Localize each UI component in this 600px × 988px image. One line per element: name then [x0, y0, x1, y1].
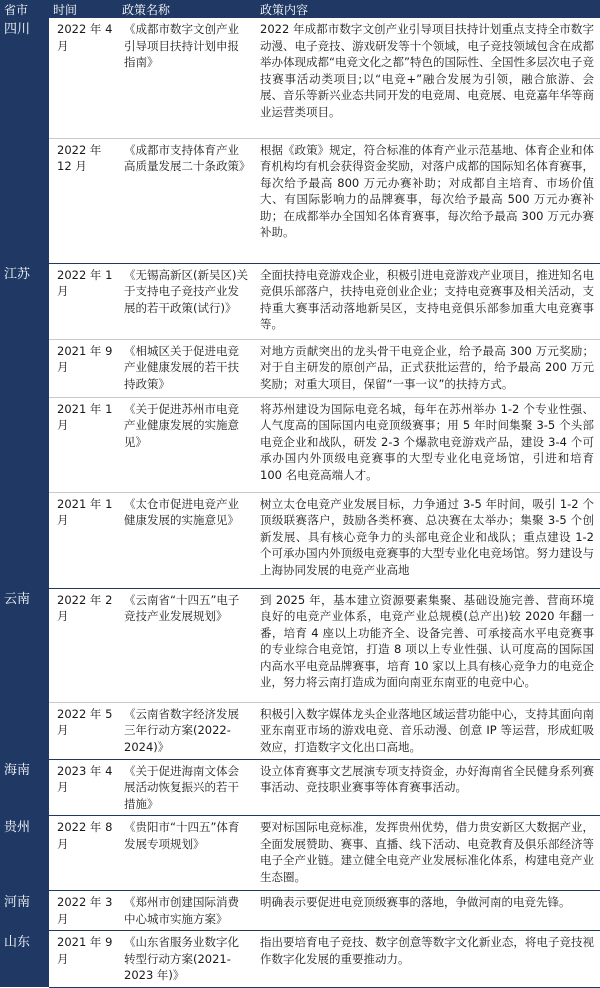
- time-cell: 2021 年 1 月: [49, 492, 118, 588]
- policy-name-cell: 《太仓市促进电竞产业健康发展的实施意见》: [118, 492, 256, 588]
- province-cell: 江苏: [0, 263, 49, 588]
- province-cell: 山东: [0, 931, 49, 988]
- table-row: [0, 492, 600, 588]
- policy-name-cell: 《郑州市创建国际消费中心城市实施方案》: [118, 891, 256, 931]
- header-policy-content: 政策内容: [256, 0, 600, 18]
- time-cell: 2022 年 5 月: [49, 702, 118, 759]
- policy-name-cell: 《成都市支持体育产业高质量发展二十条政策》: [118, 138, 256, 263]
- policy-content-cell: 指出要培育电子竞技、数字创意等数字文化新业态，将电子竞技视作数字化发展的重要推动力。: [256, 931, 600, 988]
- policy-name-cell: 《云南省数字经济发展三年行动方案(2022-2024)》: [118, 702, 256, 759]
- policy-name-cell: 《相城区关于促进电竞产业健康发展的若干扶持政策》: [118, 339, 256, 397]
- time-cell: 2022 年 8 月: [49, 816, 118, 891]
- policy-content-cell: 要对标国际电竞标准，发挥贵州优势，借力贵安新区大数据产业，全面发展赞助、赛事、直播、线下活动、电竞教育及俱乐部经济等电子全产业链。建立健全电竞产业发展标准化体系，构建电竞产业生态圈。: [256, 816, 600, 891]
- policy-content-cell: 对地方贡献突出的龙头骨干电竞企业，给予最高 300 万元奖励；对于自主研发的原创产品，正式获批运营的，给予最高 200 万元奖励；对重大项目，保留“一事一议”的扶持方式。: [256, 339, 600, 397]
- table-row: [0, 138, 600, 263]
- province-cell: 贵州: [0, 816, 49, 891]
- province-cell: 四川: [0, 18, 49, 263]
- table-row: [0, 816, 600, 891]
- header-time: 时间: [49, 0, 118, 18]
- header-province: 省市: [0, 0, 49, 18]
- table-row: [0, 931, 600, 988]
- header-policy-name: 政策名称: [118, 0, 256, 18]
- time-cell: 2023 年 4 月: [49, 759, 118, 816]
- province-cell: 河南: [0, 891, 49, 931]
- table-row: [0, 397, 600, 492]
- header-row: [0, 0, 600, 18]
- policy-name-cell: 《无锡高新区(新吴区)关于支持电子竞技产业发展的若干政策(试行)》: [118, 263, 256, 339]
- time-cell: 2021 年 1 月: [49, 397, 118, 492]
- province-cell: 云南: [0, 588, 49, 759]
- time-cell: 2021 年 9 月: [49, 931, 118, 988]
- time-cell: 2022 年 4 月: [49, 18, 118, 138]
- policy-content-cell: 全面扶持电竞游戏企业，积极引进电竞游戏产业项目，推进知名电竞俱乐部落户，扶持电竞创业企业；支持电竞赛事及相关活动，支持重大赛事活动落地新吴区，支持电竞俱乐部参加重大电竞赛事等。: [256, 263, 600, 339]
- policy-content-cell: 到 2025 年，基本建立资源要素集聚、基础设施完善、营商环境良好的电竞产业体系，电竞产业总规模(总产出)较 2020 年翻一番，培育 4 座以上功能齐全、设备完善、可承接高水平电竞赛事的专业综合电竞馆，打造 8 项以上专业性强、认可度高的国际国内高水平电竞品牌赛事，培育 10 家以上具有核心竞争力的电竞企业，努力将云南打造成为面向南亚东南亚的电竞中心。: [256, 588, 600, 702]
- province-cell: 海南: [0, 759, 49, 816]
- table-row: [0, 759, 600, 816]
- policy-content-cell: 树立太仓电竞产业发展目标，力争通过 3-5 年时间，吸引 1-2 个顶级联赛落户，鼓励各类杯赛、总决赛在太举办；集聚 3-5 个创新发展、具有核心竞争力的头部电竞企业和战队；重点建设 1-2 个可承办国内外顶级电竞赛事的大型专业化电竞场馆。努力建设与上海协同发展的电竞产业高地: [256, 492, 600, 588]
- table-row: [0, 891, 600, 931]
- table-row: [0, 263, 600, 339]
- time-cell: 2022 年 12 月: [49, 138, 118, 263]
- policy-name-cell: 《成都市数字文创产业引导项目扶持计划申报指南》: [118, 18, 256, 138]
- policy-content-cell: 根据《政策》规定，符合标准的体育产业示范基地、体育企业和体育机构均有机会获得资金奖励，对落户成都的国际知名体育赛事，每次给予最高 800 万元办赛补助；对成都自主培育、市场价值大、有国际影响力的品牌赛事，每次给予最高 500 万元办赛补助；在成都举办全国知名体育赛事，每次给予最高 300 万元办赛补助。: [256, 138, 600, 263]
- table-row: [0, 588, 600, 702]
- policy-name-cell: 《山东省服务业数字化转型行动方案(2021-2023 年)》: [118, 931, 256, 988]
- policy-name-cell: 《关于促进海南文体会展活动恢复振兴的若干措施》: [118, 759, 256, 816]
- policy-name-cell: 《云南省“十四五”电子竞技产业发展规划》: [118, 588, 256, 702]
- table-row: [0, 339, 600, 397]
- time-cell: 2022 年 3 月: [49, 891, 118, 931]
- time-cell: 2022 年 1 月: [49, 263, 118, 339]
- policy-content-cell: 2022 年成都市数字文创产业引导项目扶持计划重点支持全市数字动漫、电子竞技、游戏研发等十个领域，电子竞技领域包含在成都举办体现成都“电竞文化之都”特色的国际性、全国性多层次电子竞技赛事活动类项目;以“电竞+”融合发展为引领，融合旅游、会展、音乐等新兴业态共同开发的电竞周、电竞展、电竞嘉年华等商业运营类项目。: [256, 18, 600, 138]
- policy-content-cell: 设立体育赛事文艺展演专项支持资金，办好海南省全民健身系列赛事活动、竞技职业赛事等体育赛事活动。: [256, 759, 600, 816]
- policy-content-cell: 明确表示要促进电竞顶级赛事的落地，争做河南的电竞先锋。: [256, 891, 600, 931]
- policy-name-cell: 《关于促进苏州市电竞产业健康发展的实施意见》: [118, 397, 256, 492]
- table-row: [0, 18, 600, 138]
- policy-content-cell: 将苏州建设为国际电竞名城，每年在苏州举办 1-2 个专业性强、人气度高的国际国内电竞顶级赛事；用 5 年时间集聚 3-5 个头部电竞企业和战队，研发 2-3 个爆款电竞游戏产品，建设 3-4 个可承办国内外顶级电竞赛事的大型专业化电竞场馆，引进和培育 100 名电竞高端人才。: [256, 397, 600, 492]
- policy-name-cell: 《贵阳市“十四五”体育发展专项规划》: [118, 816, 256, 891]
- table-row: [0, 702, 600, 759]
- policy-content-cell: 积极引入数字媒体龙头企业落地区域运营功能中心，支持其面向南亚东南亚市场的游戏电竞、音乐动漫、创意 IP 等运营，形成虹吸效应，打造数字文化出口高地。: [256, 702, 600, 759]
- time-cell: 2022 年 2 月: [49, 588, 118, 702]
- time-cell: 2021 年 9 月: [49, 339, 118, 397]
